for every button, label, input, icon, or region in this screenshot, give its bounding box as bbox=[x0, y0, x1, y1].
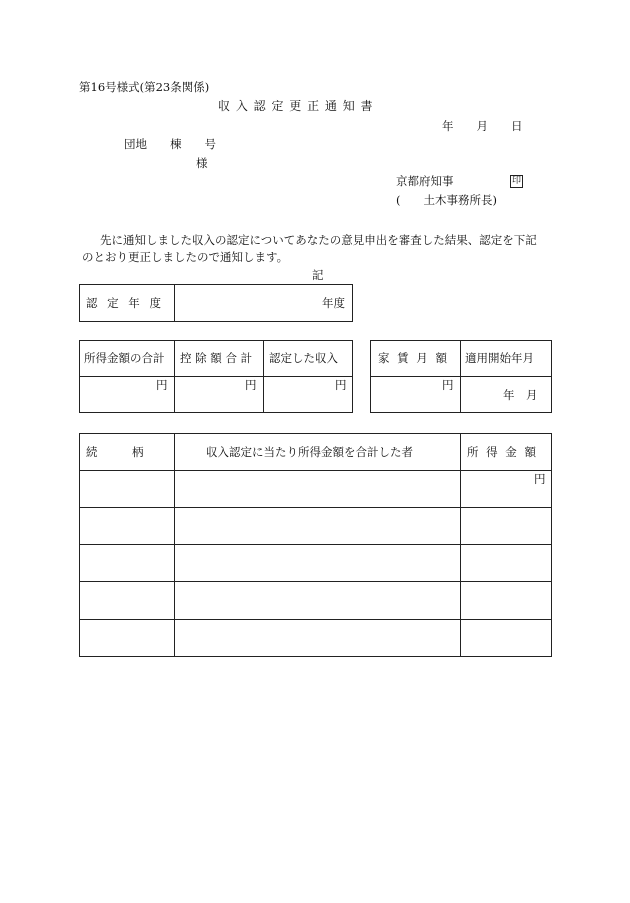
table-members-row-divider bbox=[79, 507, 552, 508]
unit-yen-income-total: 円 bbox=[156, 378, 168, 392]
header-start-month: 適用開始年月 bbox=[465, 351, 534, 365]
table-year-divider bbox=[174, 284, 175, 322]
header-monthly-rent: 家 賃 月 額 bbox=[378, 351, 449, 365]
date-line: 年 月 日 bbox=[442, 119, 523, 133]
table-income-col-divider-1 bbox=[174, 340, 175, 413]
honorific: 様 bbox=[196, 156, 208, 170]
ki-heading: 記 bbox=[312, 268, 324, 282]
table-members-row-divider bbox=[79, 470, 552, 471]
table-income-row-divider bbox=[79, 376, 353, 377]
header-combined-persons: 収入認定に当たり所得金額を合計した者 bbox=[206, 445, 413, 459]
table-members-row-divider bbox=[79, 544, 552, 545]
label-nintei-nendo: 認 定 年 度 bbox=[86, 296, 164, 310]
issuer-name: 京都府知事 bbox=[396, 174, 454, 188]
form-number: 第16号様式(第23条関係) bbox=[79, 80, 210, 94]
unit-yen-members: 円 bbox=[534, 472, 546, 486]
table-members-row-divider bbox=[79, 581, 552, 582]
table-income-col-divider-2 bbox=[263, 340, 264, 413]
table-members-col-divider-1 bbox=[174, 433, 175, 657]
unit-yen-rent: 円 bbox=[442, 378, 454, 392]
table-rent-col-divider bbox=[460, 340, 461, 413]
document-title: 収 入 認 定 更 正 通 知 書 bbox=[218, 99, 374, 113]
unit-yen-deduction: 円 bbox=[245, 378, 257, 392]
header-relationship: 続 柄 bbox=[86, 445, 144, 459]
table-rent-row-divider bbox=[370, 376, 552, 377]
table-members-row-divider bbox=[79, 619, 552, 620]
header-certified-income: 認定した収入 bbox=[269, 351, 338, 365]
office-line: ( 土木事務所長) bbox=[396, 193, 497, 207]
notice-line-1: 先に通知しました収入の認定についてあなたの意見申出を審査した結果、認定を下記 bbox=[100, 233, 537, 247]
header-income-amount: 所 得 金 額 bbox=[467, 445, 538, 459]
notice-line-2: のとおり更正しましたので通知します。 bbox=[82, 250, 289, 264]
address-line: 団地 棟 号 bbox=[124, 137, 216, 151]
seal-icon: 印 bbox=[511, 176, 521, 186]
table-members-col-divider-2 bbox=[460, 433, 461, 657]
start-month-value: 年 月 bbox=[503, 388, 538, 402]
header-deduction-total: 控 除 額 合 計 bbox=[180, 351, 253, 365]
table-members-border bbox=[79, 433, 552, 657]
header-income-total: 所得金額の合計 bbox=[84, 351, 165, 365]
year-suffix: 年度 bbox=[322, 296, 345, 310]
unit-yen-certified: 円 bbox=[335, 378, 347, 392]
